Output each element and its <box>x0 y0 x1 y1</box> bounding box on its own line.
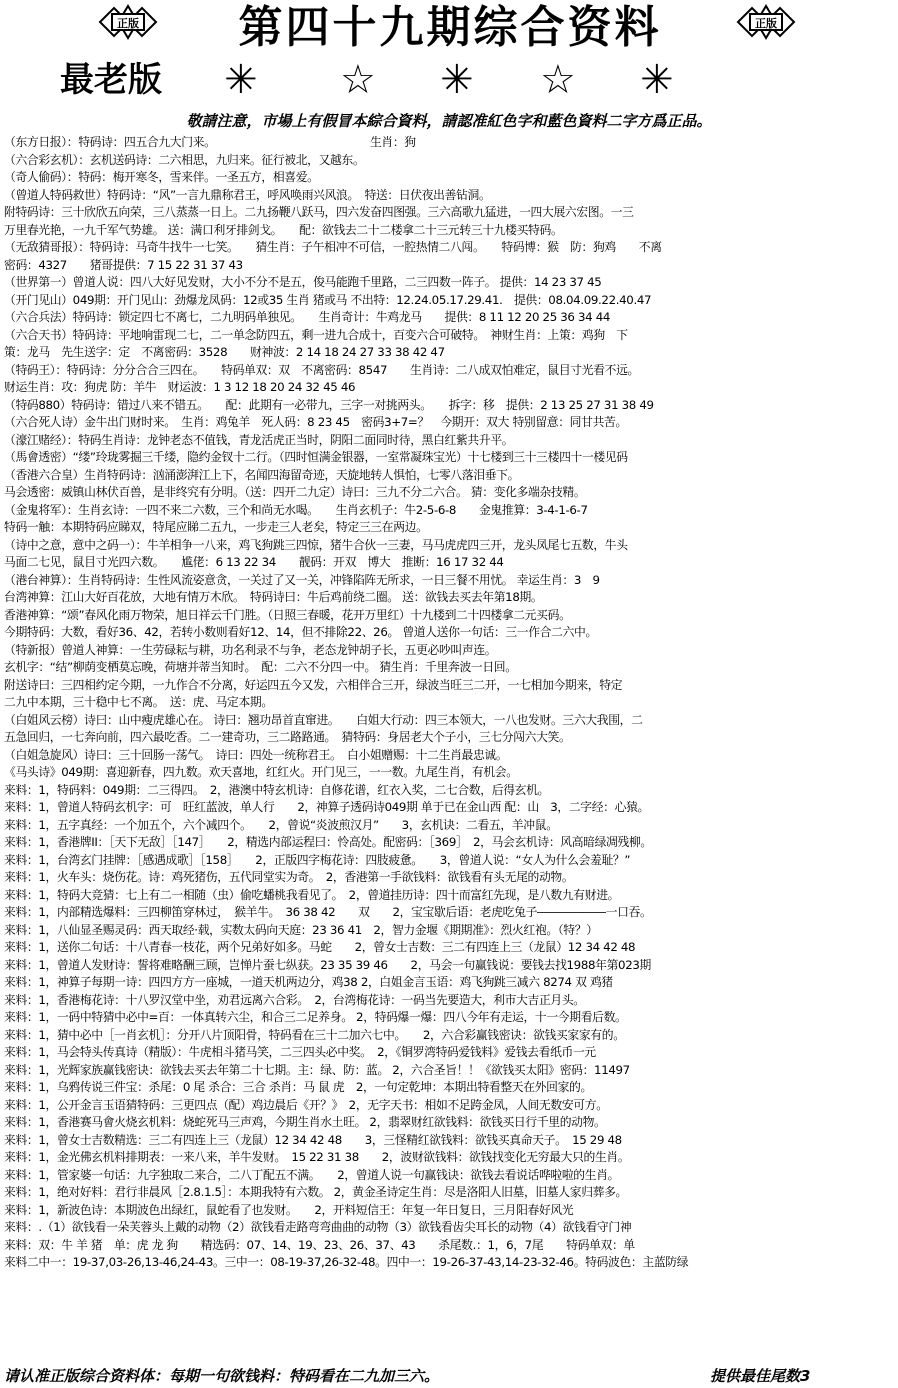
logo-emblem-left <box>96 4 160 40</box>
text-line: （诗中之意，意中之码一）：牛羊相争一八来，鸡飞狗跳三四惊，猪牛合伙一三妻，马马虎虎四三开，龙头凤尾七五数，牛头 <box>4 537 628 552</box>
text-line: 来料：1，送你二句话：十八青春一枝花，两个兄弟好如多。马蛇 2，曾女士吉数：三二有四连上三（龙鼠）12 34 42 48 <box>4 940 636 954</box>
text-line: （濠江赌经）：特码生肖诗：龙钟老态不值钱，青龙活虎正当时，阴阳二面同时待，黑白红紫共升平。 <box>4 432 514 447</box>
text-line: 来料：1，金光佛玄机料排期表：一来八来，羊牛发财。 15 22 31 38 2，波财欲钱料：欲钱找变化无穷最大只的生肖。 <box>4 1150 630 1164</box>
text-line: （无敌猜哥报）：特码诗：马奇牛找牛一七笑。 猜生肖：子午相冲不可信，一腔热情二八闯。 特码博：猴 防：狗鸡 不离 <box>4 240 662 254</box>
text-line: （馬會透密）“缕”玲珑雾掘三千缕，隐约金钗十二行。（四时恒满金银器，一室常凝珠宝光）十七楼到三十三楼四十一楼见码 <box>4 450 628 464</box>
text-line: （开门见山）049期：开门见山：劲爆龙凤码：12或35 生肖 猪或马 不出特：12.24.05.17.29.41. 提供：08.04.09.22.40.47 <box>4 292 652 307</box>
text-line: 马面二七见，鼠目寸光四六数。 尴佬：6 13 22 34 靓码：开双 博大 推断：16 17 32 44 <box>4 555 504 569</box>
text-line: 附特码诗：三十欣欣五向荣，三八蒸蒸一日上。二九扬鞭八跃马，四六发奋四图强。三六高歌九猛进，一四大展六宏图。一三 <box>4 205 634 219</box>
text-line: 来料：1，猜中必中［一肖玄机］：分开八片顶阳骨，特码看在三十二加六七中。 2，六合彩赢钱密诀：欲钱买家家有的。 <box>4 1027 625 1042</box>
text-line: 来料：1，管家婆一句话：九字独取二来合，二八丁配五不满。 2，曾道人说一句赢钱诀：欲钱去看说话哗啦啦的生肖。 <box>4 1167 620 1182</box>
text-line: （特码王）：特码诗：分分合合三四在。 特码单双：双 不离密码：8547 生肖诗：二八成双怕难定，鼠目寸光看不远。 <box>4 362 639 377</box>
text-line: 密码：4327 猪哥提供：7 15 22 31 37 43 <box>4 257 243 272</box>
text-line: 来料：1，香港牌II：［天下无敌］［147］ 2，精选内部运程曰：怜高处。配密码：［369］ 2，马会玄机诗：风高暗绿凋残柳。 <box>4 835 652 849</box>
footer-tail-number: 提供最佳尾数3 <box>710 1367 811 1385</box>
text-line: （白姐急旋风）诗曰：三十回肠一荡气。 诗曰：四处一统称君王。 白小姐赠赐：十二生肖最忠诚。 <box>4 747 508 762</box>
star-icon: ☆ <box>540 57 576 103</box>
text-line: （奇人偷码）：特码：梅开寒冬，雪来伴。一圣五方，相喜爱。 <box>4 170 319 184</box>
text-line: 来料：1，乌鸦传说三件宝：杀尾：0 尾 杀合：三合 杀肖：马 鼠 虎 2，一句定乾坤：本期出特看整天在外回家的。 <box>4 1080 592 1094</box>
text-line: 来料：1，绝对好料：君行非晨风［2.8.1.5］：本期我特有六数。 2，黄金圣诗定生肖：尽是洛阳人旧墓，旧墓人家归葬多。 <box>4 1185 627 1199</box>
text-line: 来料：1，特码大竞猜：七上有二一相随（虫）偷吃蟠桃我看见了。 2，曾道挂历诗：四十而富红先现，是八数九有财进。 <box>4 887 620 902</box>
asterisk-icon: ✳ <box>224 57 258 103</box>
logo-emblem-right <box>734 4 798 40</box>
text-line: （曾道人特码救世）特码诗：“风”一言九鼎称君王，呼风唤雨兴风浪。 特送：日伏夜出善钻洞。 <box>4 187 491 202</box>
text-line: 来料：1，曾道人发财诗：誓将难略酬三顾，岂惮片蚕七纵获。23 35 39 46 2，马会一句赢钱说：要钱去找1988年第023期 <box>4 957 651 972</box>
authenticity-notice: 敬請注意，市場上有假冒本綜合資料，請認准紅色字和藍色資料二字方爲正品。 <box>186 112 712 130</box>
text-line: （特新报）曾道人神算：一生劳碌耘与耕，功名利录不与争，老态龙钟胡子长，五更必吵叫声连。 <box>4 642 497 657</box>
text-line: （世界第一）曾道人说：四八大好见发财，大小不分不是五，俊马能跑千里路，二三四数一阵子。 提供：14 23 37 45 <box>4 275 602 289</box>
text-line: 万里春光艳，一九千军气势雄。 送：满口利牙排剑戈。 配：欲钱去二十二楼拿二十三元转三十九楼买特码。 <box>4 222 563 237</box>
text-line: 附送诗曰：三四相约定今期，一九作合不分离，好运四五今又发，六相伴合三开，绿波当旺三二开，一七相加今期来，特定 <box>4 677 623 692</box>
svg-text:正版: 正版 <box>755 17 777 30</box>
text-line: 来料：1，神算子每期一诗：四四方方一座城，一道天机两边分，鸡38 2，白姐金言玉语：鸡飞狗跳三减六 8274 双 鸡猪 <box>4 975 613 989</box>
text-line: 来料：.（1）欲钱看一朵芙蓉头上戴的动物（2）欲钱看走路弯弯曲曲的动物（3）欲钱看齿尖耳长的动物（4）欲钱看守门神 <box>4 1220 632 1234</box>
footer-slogan: 请认准正版综合资料体：每期一句欲钱料：特码看在二九加三六。 <box>4 1367 440 1385</box>
edition-label: 最老版 <box>60 60 162 100</box>
text-line: 来料：1，内部精选爆料：三四柳笛穿林过， 猴羊牛。 36 38 42 双 2，宝宝歇后语：老虎吃兔子――――――一口吞。 <box>4 905 652 919</box>
text-line: 《马头诗》049期：喜迎新春，四九数。欢天喜地，红红火。开门见三，一一数。九尾生肖，有机会。 <box>4 765 518 779</box>
text-line: （特码880）特码诗：错过八来不错五。 配：此期有一必带九，三字一对挑两头。 拆字：移 提供：2 13 25 27 31 38 49 <box>4 397 654 412</box>
text-line: （六合兵法）特码诗：锁定四七不离七，二九明码单独见。 生肖奇计：牛鸡龙马 提供：8 11 12 20 25 36 34 44 <box>4 310 611 324</box>
text-line: 来料：1，新波色诗：本期波色出绿红，鼠蛇看了也发财。 2，开料短信王：年复一年日复日，三月阳春好风光 <box>4 1202 574 1217</box>
text-line: 来料：1，台湾玄门挂牌：［感遇成歌］［158］ 2，正版四字梅花诗：四肢疲惫。 3，曾道人说：“女人为什么会羞耻？” <box>4 852 631 867</box>
text-line: 二九中本期，三十稳中七不离。 送：虎、马定本期。 <box>4 695 273 709</box>
asterisk-icon: ✳ <box>440 57 474 103</box>
text-line: （六合死人诗）金牛出门财时来。 生肖：鸡兔羊 死人码：8 23 45 密码3+7=？ 今期开：双大 特别留意：同甘共苦。 <box>4 415 627 429</box>
text-line: 玄机字：“结”柳荫变栖莫忘晚，荷塘并蒂当知时。 配：二六不分四一中。 猜生肖：千里奔波一日回。 <box>4 660 517 674</box>
text-line: 财运生肖：攻：狗虎 防：羊牛 财运波：1 3 12 18 20 24 32 45 46 <box>4 380 356 394</box>
text-line: 五急回归，一七奔向前，四六最吃香。二一建奇功，三二路路通。 猜特码：身居老大个子小，三七分闯六大笑。 <box>4 730 571 744</box>
text-line: 来料：1，一码中特猜中必中=百：一体真转六尘，和合三二足养身。 2，特码爆一爆：四八今年有走运，十一今期看后数。 <box>4 1010 627 1024</box>
asterisk-icon: ✳ <box>640 57 674 103</box>
star-icon: ☆ <box>340 57 376 103</box>
text-line: （香港六合皇）生肖特码诗：汹涌澎湃江上下，名闻四海留奇迹，天旋地转人惧怕，七零八落泪垂下。 <box>4 467 520 482</box>
footer-banner <box>0 1364 898 1388</box>
text-line: 来料：1，曾女士吉数精选：三二有四连上三（龙鼠）12 34 42 48 3，三怪精红欲钱料：欲钱买真命天子。 15 29 48 <box>4 1132 622 1147</box>
text-line: （白姐风云榜）诗曰：山中瘦虎雄心在。 诗曰：翘功昂首直窜进。 白姐大行动：四三本领大，一八也发财。三六大我围，二 <box>4 712 643 727</box>
text-line: 来料：1，香港梅花诗：十八罗汉堂中坐，劝君远离六合彩。 2，台湾梅花诗：一码当先要造大，利市大吉正月头。 <box>4 992 585 1007</box>
text-line: 来料：1，公开金言玉语猜特码：三更四点（配）鸡边晨后《开？》 2，无字天书：相如不足跨金凤，人间无数安可方。 <box>4 1097 608 1112</box>
text-line: 来料：1，马会特头传真诗（精版）：牛虎相斗猪马笑，二三四头必中奖。 2，《铜罗湾特码爱钱料》爱钱去看纸币一元 <box>4 1045 596 1059</box>
text-line: 来料：1，八仙显圣赐灵码：西天取经·载，实数太码向天庭：23 36 41 2，智力金堰《期期准》：烈火红袍。（特？） <box>4 922 598 937</box>
svg-text:正版: 正版 <box>117 17 139 30</box>
text-line: （东方日报）：特码诗：四五合九大门来。 生肖：狗 <box>4 135 416 149</box>
content-body <box>4 134 894 1272</box>
text-line: （金鬼将军）：生肖玄诗：一四不来二六数，三个和尚无水喝。 生肖玄机子：牛2-5-6-8 金鬼推算：3-4-1-6-7 <box>4 502 588 517</box>
text-line: 香港神算：“颂”春风化雨万物荣，旭日祥云千门胜。（日照三春暖，花开万里红）十九楼到二十四楼拿二元买码。 <box>4 607 571 622</box>
text-line: 策：龙马 先生送字：定 不离密码：3528 财神波：2 14 18 24 27 33 38 42 47 <box>4 345 445 359</box>
text-line: 台湾神算：江山大好百花放，大地有情万木欣。 特码诗曰：牛后鸡前绕二圈。 送：欲钱去买去年第18期。 <box>4 590 543 604</box>
text-line: （六合天书）特码诗：平地响雷现二七，二一单念防四五，剩一进九合成十，百变六合可破特。 神财生肖：上策：鸡狗 下 <box>4 327 628 342</box>
text-line: 来料：1，光辉家族赢钱密诀：欲钱去买去年第二十七期。主：绿、防：蓝。 2，六合圣旨！！《欲钱买太阳》密码：11497 <box>4 1062 630 1077</box>
text-line: 来料：1，特码料：049期：二三得四。 2，港澳中特玄机诗：自修花谱，红衣入奖，二七合数，后得玄机。 <box>4 782 549 797</box>
text-line: 来料二中一：19-37,03-26,13-46,24-43。三中一：08-19-37,26-32-48。四中一：19-26-37-43,14-23-32-46。特码波色：主蓝防绿 <box>4 1255 689 1269</box>
text-line: 来料：1，火车头：烧伤花。诗：鸡死猪伤，五代同堂实为奇。 2，香港第一手欲钱料：欲钱看有头无尾的动物。 <box>4 870 574 884</box>
text-line: 今期特码：大数，看好36、42，若转小数则看好12、14，但不排除22、26。 曾道人送你一句话：三一作合二六中。 <box>4 625 597 639</box>
text-line: 特码一触：本期特码应睇双，特尾应睇二五九，一步走三人老矣，特定三三在两边。 <box>4 520 428 534</box>
text-line: 来料：1，曾道人特码玄机字：可 旺红蓝波，单人行 2，神算子透码诗049期 单于已在金山西 配：山 3，二字经：心猿。 <box>4 800 649 814</box>
text-line: 来料：1，香港赛马會火烧玄机料：烧蛇死马三声鸡，今期生肖水土旺。 2，翡翠财红欲钱料：欲钱买日行千里的动物。 <box>4 1115 606 1129</box>
header <box>0 0 898 140</box>
text-line: 来料：双：牛 羊 猪 单：虎 龙 狗 精选码：07、14、19、23、26、37、43 杀尾数.：1，6，7尾 特码单双：单 <box>4 1237 635 1252</box>
text-line: 马会透密：威镇山林伏百兽，是非终究有分明。（送：四开二九定）诗曰：三九不分二六合。 猜：变化多端杂技精。 <box>4 485 586 499</box>
text-line: （港台神算）：生肖特码诗：生性风流姿意贪，一关过了又一关，冲锋陷阵无所求，一日三餐不用忧。 幸运生肖：3 9 <box>4 572 600 587</box>
page-title: 第四十九期综合资料 <box>238 2 662 53</box>
text-line: 来料：1，五字真经：一个加五个，六个减四个。 2，曾说“炎波煎汉月” 3，玄机诀：二看五，羊冲鼠。 <box>4 817 558 832</box>
text-line: （六合彩玄机）：玄机送码诗：二六相思，九归来。征行被北，又越东。 <box>4 152 365 167</box>
